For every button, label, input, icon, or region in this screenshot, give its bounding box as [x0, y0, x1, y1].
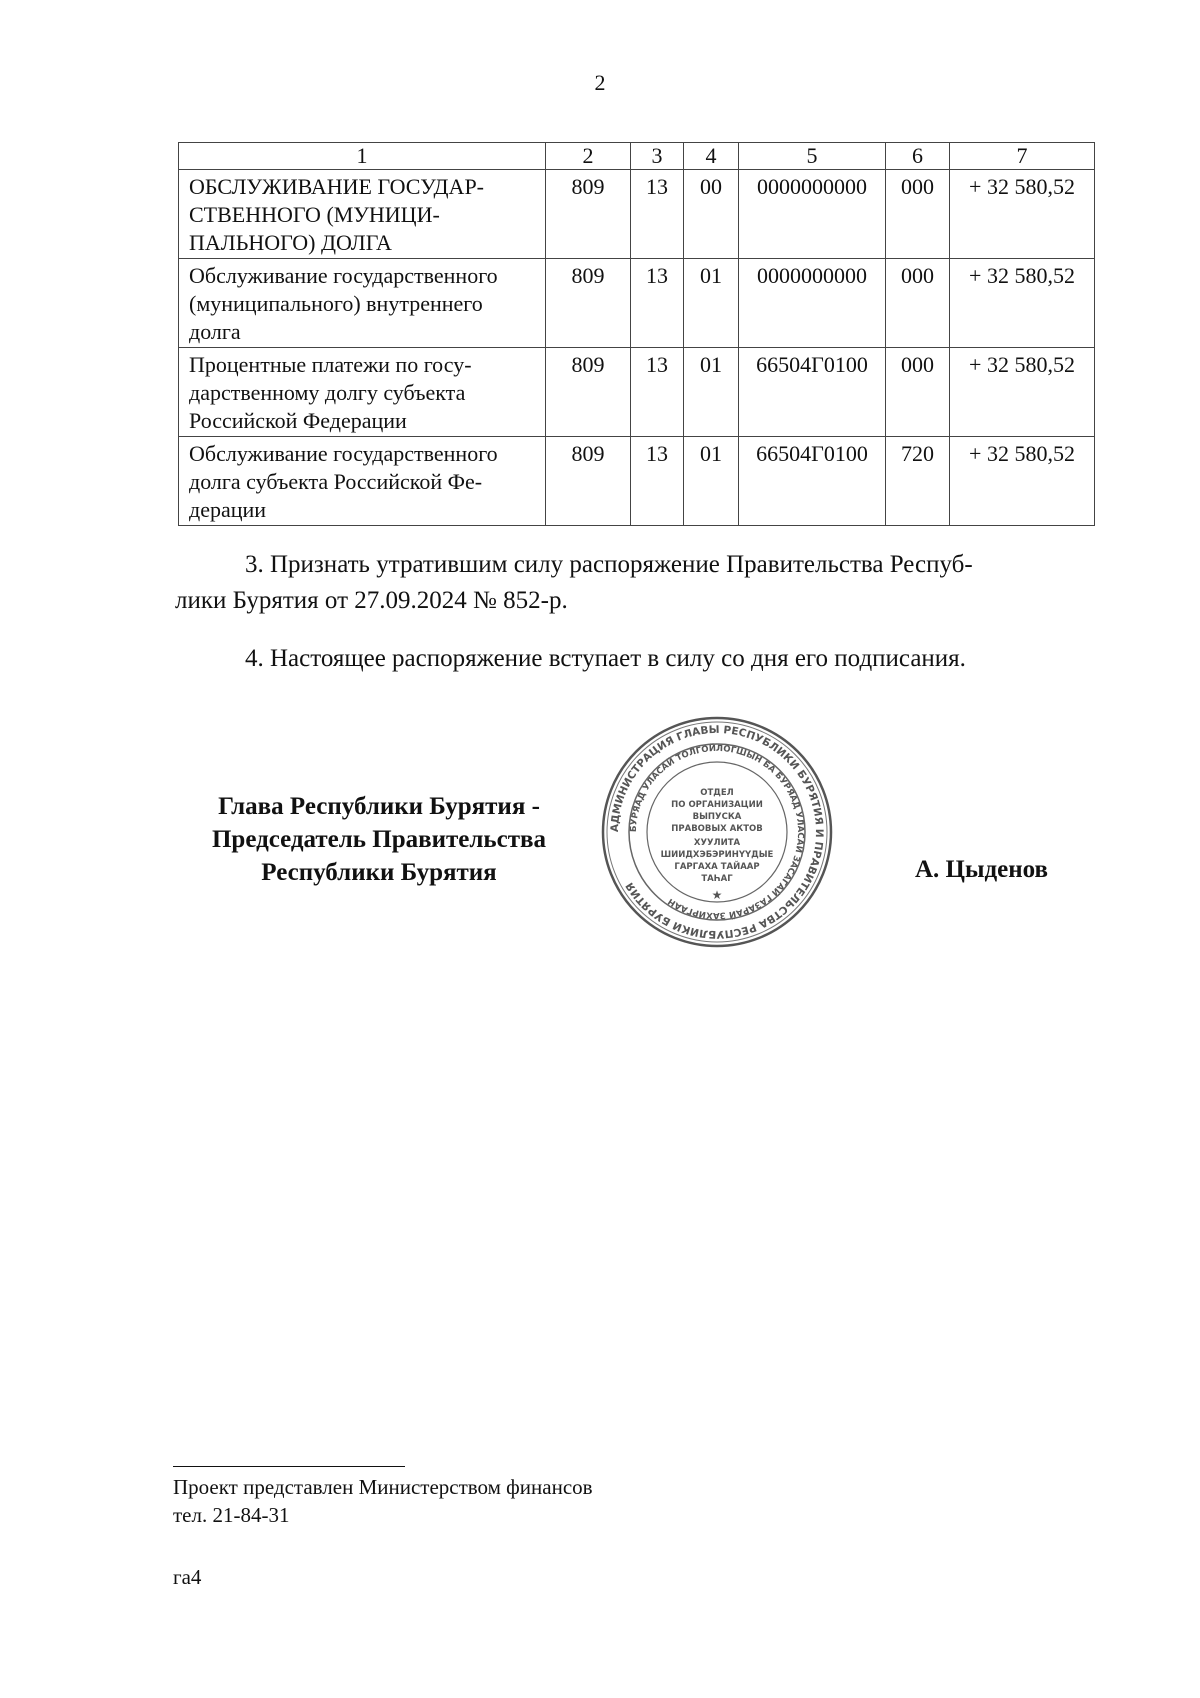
page-number: 2 [594, 70, 606, 95]
column-header: 5 [739, 143, 886, 170]
stamp-star-icon: ★ [711, 888, 723, 902]
svg-text:ПРАВОВЫХ АКТОВ: ПРАВОВЫХ АКТОВ [671, 824, 763, 834]
code-cell: 0000000000 [739, 259, 886, 348]
column-header: 6 [886, 143, 950, 170]
code-cell: 000 [886, 170, 950, 259]
svg-text:ШИИДХЭБЭРИНҮҮДЫЕ: ШИИДХЭБЭРИНҮҮДЫЕ [660, 850, 774, 860]
code-cell: 13 [631, 437, 684, 526]
code-cell: 01 [684, 348, 739, 437]
table-row [179, 170, 1095, 259]
column-header: 7 [950, 143, 1095, 170]
column-header: 2 [546, 143, 631, 170]
paragraph-4: 4. Настоящее распоряжение вступает в силу со дня его подписания. [245, 645, 966, 672]
code-cell: 00 [684, 170, 739, 259]
footer-code: га4 [173, 1565, 202, 1589]
svg-text:ОТДЕЛ: ОТДЕЛ [700, 788, 734, 798]
column-header: 4 [684, 143, 739, 170]
code-cell: 0000000000 [739, 170, 886, 259]
signatory-name: А. Цыденов [915, 856, 1049, 883]
code-cell: 809 [546, 259, 631, 348]
footer-phone: тел. 21-84-31 [173, 1503, 290, 1527]
svg-text:БУРЯАД УЛАСАЙ ТОЛГОЙЛОГШЫН БА: БУРЯАД УЛАСАЙ ТОЛГОЙЛОГШЫН БА БУРЯАД УЛАСАЙ ЗАСАГАЙ ГАЗАРАЙ ЗАХИРГААН [628, 743, 806, 921]
column-header: 3 [631, 143, 684, 170]
row-name-cell: Обслуживание государственного долга субъекта Российской Фе- дерации [179, 437, 546, 526]
table-header-row [179, 143, 1095, 170]
amount-cell: + 32 580,52 [950, 170, 1095, 259]
code-cell: 809 [546, 348, 631, 437]
table-row [179, 259, 1095, 348]
svg-text:ПО ОРГАНИЗАЦИИ: ПО ОРГАНИЗАЦИИ [671, 800, 763, 810]
official-stamp [600, 715, 834, 949]
code-cell: 720 [886, 437, 950, 526]
footnote-divider [173, 1466, 405, 1467]
row-name-cell: Обслуживание государственного (муниципального) внутреннего долга [179, 259, 546, 348]
table-row [179, 348, 1095, 437]
signatory-title: Глава Республики Бурятия - Председатель Правительства Республики Бурятия [211, 793, 547, 886]
row-name-cell: ОБСЛУЖИВАНИЕ ГОСУДАР- СТВЕННОГО (МУНИЦИ- ПАЛЬНОГО) ДОЛГА [179, 170, 546, 259]
amount-cell: + 32 580,52 [950, 259, 1095, 348]
code-cell: 01 [684, 259, 739, 348]
code-cell: 66504Г0100 [739, 348, 886, 437]
table-row [179, 437, 1095, 526]
code-cell: 809 [546, 170, 631, 259]
paragraph-3: 3. Признать утратившим силу распоряжение Правительства Респуб- лики Бурятия от 27.09.2024 № 852-р. [175, 551, 973, 614]
amount-cell: + 32 580,52 [950, 348, 1095, 437]
amount-cell: + 32 580,52 [950, 437, 1095, 526]
column-header: 1 [179, 143, 546, 170]
code-cell: 809 [546, 437, 631, 526]
code-cell: 13 [631, 348, 684, 437]
budget-table [178, 142, 1095, 526]
svg-text:ХУУЛИТА: ХУУЛИТА [693, 838, 741, 848]
code-cell: 13 [631, 170, 684, 259]
svg-text:АДМИНИСТРАЦИЯ ГЛАВЫ РЕСПУБЛИКИ: АДМИНИСТРАЦИЯ ГЛАВЫ РЕСПУБЛИКИ БУРЯТИЯ И ПРАВИТЕЛЬСТВА РЕСПУБЛИКИ БУРЯТИЯ [608, 723, 826, 941]
code-cell: 01 [684, 437, 739, 526]
code-cell: 66504Г0100 [739, 437, 886, 526]
code-cell: 000 [886, 259, 950, 348]
code-cell: 000 [886, 348, 950, 437]
code-cell: 13 [631, 259, 684, 348]
svg-text:ВЫПУСКА: ВЫПУСКА [692, 812, 742, 822]
footer-prepared-by: Проект представлен Министерством финансов [173, 1475, 593, 1499]
svg-text:ТАҺАГ: ТАҺАГ [701, 874, 733, 884]
row-name-cell: Процентные платежи по госу- дарственному долгу субъекта Российской Федерации [179, 348, 546, 437]
svg-text:ГАРГАХА ТАЙААР: ГАРГАХА ТАЙААР [674, 862, 760, 872]
